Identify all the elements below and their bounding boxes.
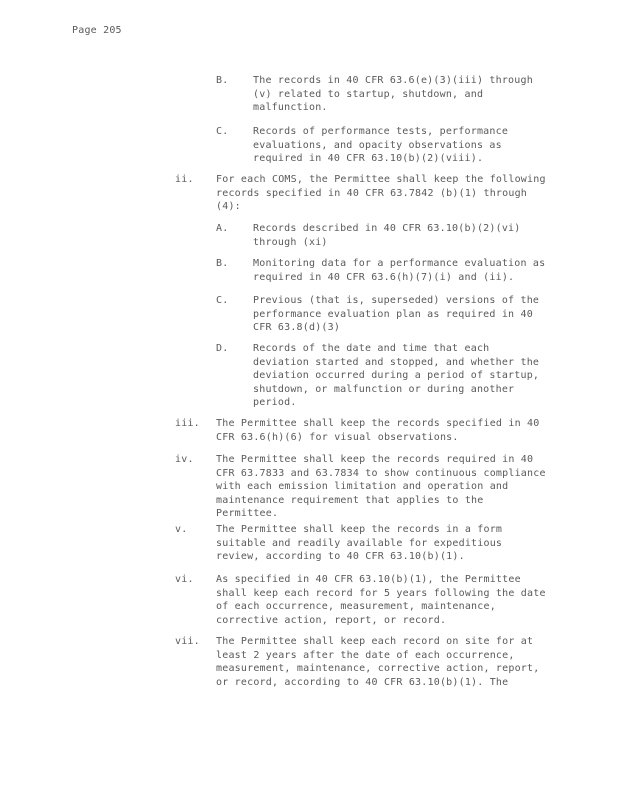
text-line: or record, according to 40 CFR 63.10(b)(1). The — [216, 676, 509, 688]
list-item-text — [216, 523, 502, 564]
text-line: with each emission limitation and operation and — [216, 481, 509, 493]
list-item-text — [216, 573, 546, 627]
list-item-label: D. — [216, 343, 229, 354]
list-item-label: B. — [216, 75, 229, 86]
list-item-text — [253, 222, 520, 249]
page-number: Page 205 — [72, 25, 122, 36]
list-item-label: vii. — [175, 636, 200, 647]
text-line: suitable and readily available for expeditious — [216, 537, 503, 549]
text-line: CFR 63.6(h)(6) for visual observations. — [216, 431, 459, 443]
text-line: records specified in 40 CFR 63.7842 (b)(1) through — [216, 187, 528, 199]
list-item-text — [253, 125, 508, 166]
list-item-text — [216, 417, 539, 444]
text-line: period. — [253, 397, 297, 409]
text-line: Previous (that is, superseded) versions of the — [253, 295, 540, 306]
text-line: The Permittee shall keep each record on site for at — [216, 636, 534, 647]
text-line: CFR 63.7833 and 63.7834 to show continuous compliance — [216, 467, 546, 479]
list-item-label: iii. — [175, 418, 200, 429]
text-line: Records described in 40 CFR 63.10(b)(2)(vi) — [253, 223, 521, 234]
text-line: malfunction. — [253, 102, 328, 114]
text-line: The Permittee shall keep the records in a form — [216, 524, 503, 535]
list-item-text — [253, 294, 539, 335]
text-line: Records of performance tests, performance — [253, 126, 509, 137]
text-line: The records in 40 CFR 63.6(e)(3)(iii) through — [253, 75, 533, 86]
list-item-text — [253, 342, 539, 410]
list-item-label: v. — [175, 524, 188, 535]
text-line: The Permittee shall keep the records specified in 40 — [216, 418, 540, 429]
list-item-label: iv. — [175, 454, 194, 465]
list-item-text — [216, 453, 546, 521]
text-line: measurement, maintenance, corrective action, report, — [216, 663, 540, 675]
list-item-label: C. — [216, 126, 229, 137]
text-line: shutdown, or malfunction or during another — [253, 383, 515, 395]
list-item-label: A. — [216, 223, 229, 234]
text-line: required in 40 CFR 63.6(h)(7)(i) and (ii). — [253, 271, 515, 283]
list-item-text — [253, 257, 545, 284]
text-line: least 2 years after the date of each occurrence, — [216, 649, 515, 661]
text-line: For each COMS, the Permittee shall keep the following — [216, 174, 546, 185]
list-item-text — [216, 635, 539, 689]
list-item-text — [253, 74, 533, 115]
text-line: review, according to 40 CFR 63.10(b)(1). — [216, 551, 465, 563]
text-line: maintenance requirement that applies to the — [216, 494, 484, 506]
text-line: Records of the date and time that each — [253, 343, 490, 354]
text-line: CFR 63.8(d)(3) — [253, 322, 341, 334]
text-line: deviation started and stopped, and whether the — [253, 356, 540, 368]
list-item-label: ii. — [175, 174, 194, 185]
list-item-text — [216, 173, 546, 214]
text-line: (v) related to startup, shutdown, and — [253, 88, 484, 100]
text-line: deviation occurred during a period of startup, — [253, 370, 540, 382]
list-item-label: vi. — [175, 574, 194, 585]
text-line: Monitoring data for a performance evaluation as — [253, 258, 546, 269]
text-line: Permittee. — [216, 508, 279, 520]
text-line: (4): — [216, 201, 241, 213]
text-line: through (xi) — [253, 236, 328, 248]
text-line: As specified in 40 CFR 63.10(b)(1), the Permittee — [216, 574, 521, 585]
text-line: evaluations, and opacity observations as — [253, 139, 502, 151]
text-line: required in 40 CFR 63.10(b)(2)(viii). — [253, 153, 484, 165]
text-line: The Permittee shall keep the records required in 40 — [216, 454, 534, 465]
text-line: shall keep each record for 5 years following the date — [216, 587, 546, 599]
list-item-label: B. — [216, 258, 229, 269]
list-item-label: C. — [216, 295, 229, 306]
text-line: corrective action, report, or record. — [216, 614, 447, 626]
text-line: of each occurrence, measurement, maintenance, — [216, 601, 496, 613]
text-line: performance evaluation plan as required in 40 — [253, 308, 533, 320]
